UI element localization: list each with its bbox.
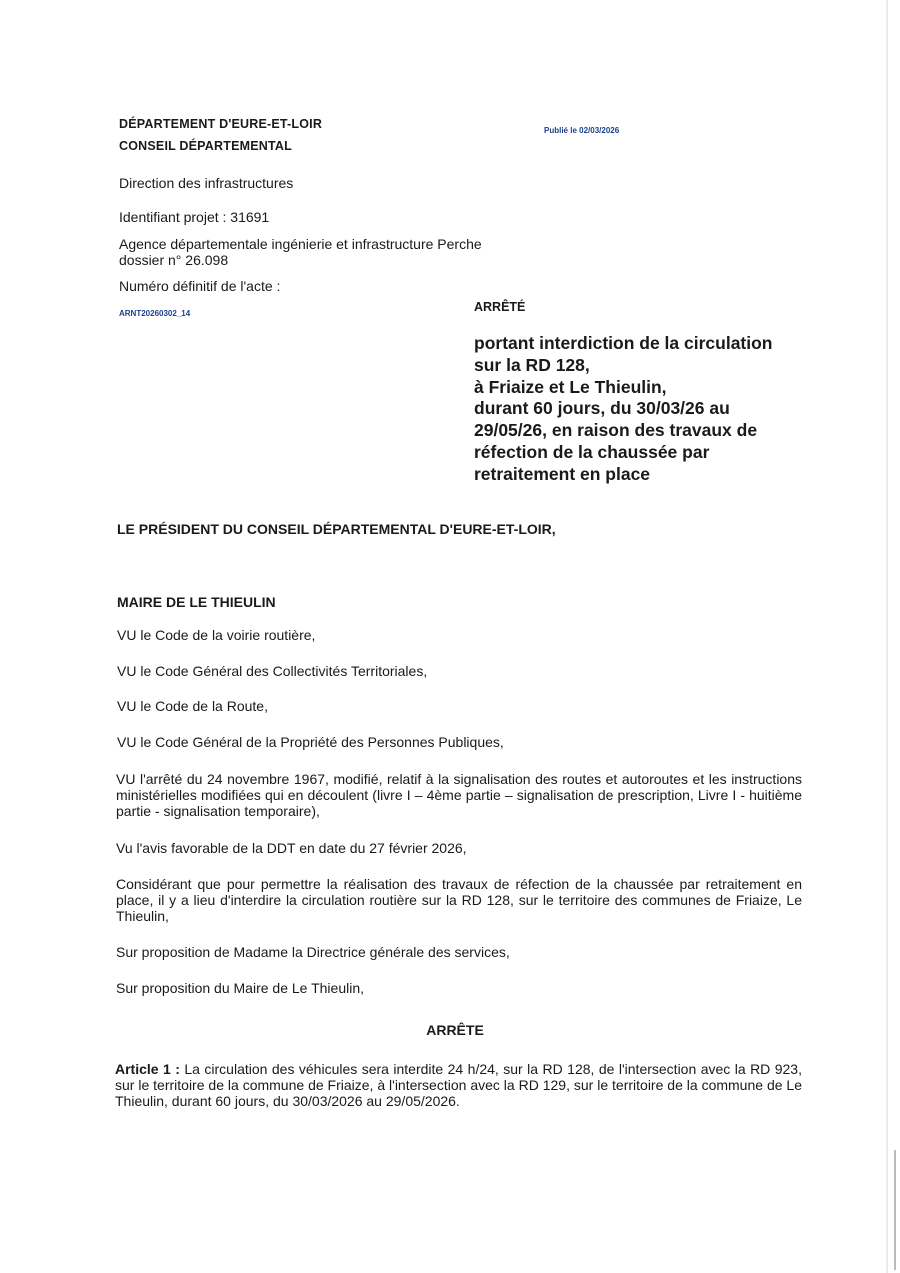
visa-propriete: VU le Code Général de la Propriété des Personnes Publiques, [117, 734, 504, 750]
agency-name: Agence départementale ingénierie et infrastructure Perche [119, 236, 482, 252]
project-id: Identifiant projet : 31691 [119, 209, 270, 225]
decree-title [474, 333, 804, 486]
act-number-label: Numéro définitif de l'acte : [119, 278, 281, 294]
arrete-heading: ARRÊTE [426, 1022, 484, 1038]
title-line: durant 60 jours, du 30/03/26 au [474, 398, 730, 419]
visa-ddt: Vu l'avis favorable de la DDT en date du 27 février 2026, [116, 840, 467, 856]
article-1-text: La circulation des véhicules sera interdite 24 h/24, sur la RD 128, de l'intersection avec la RD 923, sur le territoire de la commune de Friaize, à l'intersection avec la RD 129, sur le territoire de la commune de Le Thieulin, durant 60 jours, du 30/03/2026 au 29/05/2026. [115, 1061, 802, 1109]
title-line: à Friaize et Le Thieulin, [474, 376, 667, 397]
title-line: sur la RD 128, [474, 354, 590, 375]
visa-voirie: VU le Code de la voirie routière, [117, 627, 316, 643]
title-line: réfection de la chaussée par [474, 441, 710, 462]
arrete-label: ARRÊTÉ [474, 300, 526, 314]
council-name: CONSEIL DÉPARTEMENTAL [119, 139, 292, 153]
article-1-label: Article 1 : [115, 1061, 180, 1077]
mayor-heading: MAIRE DE LE THIEULIN [117, 594, 276, 610]
considerant: Considérant que pour permettre la réalisation des travaux de réfection de la chaussée par retraitement en place, il y a lieu d'interdire la circulation routière sur la RD 128, sur le territoire des communes de Friaize, Le Thieulin, [116, 876, 802, 924]
proposition-maire: Sur proposition du Maire de Le Thieulin, [116, 980, 365, 996]
visa-collectivites: VU le Code Général des Collectivités Territoriales, [117, 663, 428, 679]
scan-edge-line [886, 0, 888, 1273]
proposition-directrice: Sur proposition de Madame la Directrice générale des services, [116, 944, 510, 960]
department-name: DÉPARTEMENT D'EURE-ET-LOIR [119, 117, 323, 131]
act-number: ARNT20260302_14 [119, 309, 191, 318]
scan-edge-mark [894, 1150, 896, 1270]
dossier-number: dossier n° 26.098 [119, 252, 229, 268]
publication-stamp: Publié le 02/03/2026 [544, 126, 620, 135]
visa-arrete-1967: VU l'arrêté du 24 novembre 1967, modifié, relatif à la signalisation des routes et autoroutes et les instructions ministérielles modifiées qui en découlent (livre I – 4ème partie – signalisation de prescription, Livre I - huitième partie - signalisation temporaire), [116, 771, 802, 819]
visa-route: VU le Code de la Route, [117, 698, 268, 714]
title-line: portant interdiction de la circulation [474, 333, 773, 353]
title-line: retraitement en place [474, 463, 651, 484]
president-heading: LE PRÉSIDENT DU CONSEIL DÉPARTEMENTAL D'EURE-ET-LOIR, [117, 521, 556, 537]
article-1 [115, 1061, 802, 1109]
direction-label: Direction des infrastructures [119, 175, 294, 191]
title-line: 29/05/26, en raison des travaux de [474, 420, 758, 441]
